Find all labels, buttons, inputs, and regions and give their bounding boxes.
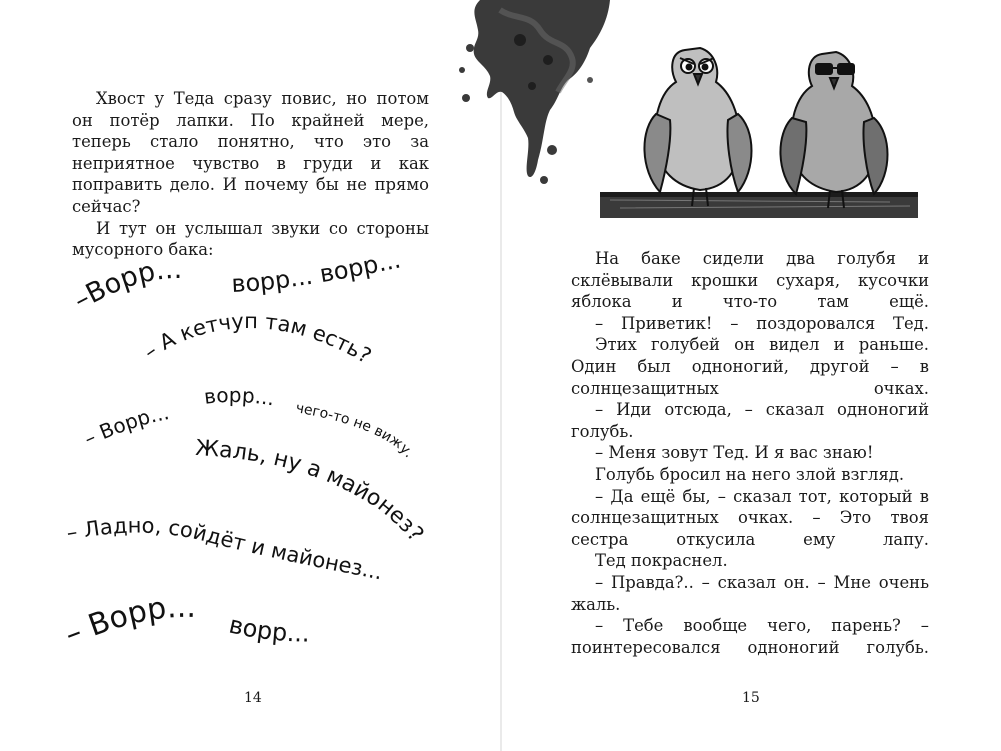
paragraph: – Меня зовут Тед. И я вас знаю! bbox=[595, 443, 874, 463]
speech-line: –Ворр... bbox=[68, 254, 183, 317]
page-number-left: 14 bbox=[244, 690, 262, 706]
page-number-right: 15 bbox=[742, 690, 760, 706]
paragraph: Этих голубей он видел и раньше. Один был одноногий, другой – в солнцезащитных очках. bbox=[571, 335, 929, 398]
paragraph: – Иди отсюда, – сказал одноногий голубь. bbox=[571, 400, 929, 441]
two-pigeons-on-bin-icon bbox=[590, 30, 930, 230]
speech-line: ворр... bbox=[226, 610, 310, 648]
speech-line: – Ладно, сойдёт и майонез... bbox=[64, 513, 385, 585]
paragraph: Хвост у Теда сразу повис, но потом он потёр лапки. По крайней мере, теперь стало понятно, что это за неприятное чувство в груди и как поправить дело. И почему бы не прямо сейчас? bbox=[72, 89, 429, 216]
speech-line: – Ворр... bbox=[80, 400, 172, 451]
speech-line: ворр... bbox=[202, 382, 277, 411]
paragraph: – Приветик! – поздоровался Тед. bbox=[595, 313, 929, 333]
right-page-text bbox=[571, 248, 929, 658]
paragraph: Голубь бросил на него злой взгляд. bbox=[595, 464, 905, 484]
paragraph: На баке сидели два голубя и склёвывали крошки сухаря, кусочки яблока и что-то там ещё. bbox=[571, 249, 929, 312]
speech-line: – Ворр... bbox=[60, 589, 197, 653]
paragraph: Тед покраснел. bbox=[595, 551, 728, 571]
speech-line: Жаль, ну а майонез? bbox=[194, 435, 429, 547]
speech-line: – А кетчуп там есть? bbox=[139, 309, 376, 369]
speech-lines-drawing bbox=[0, 0, 500, 751]
paragraph: – Тебе вообще чего, парень? – поинтересовался одноногий голубь. bbox=[571, 616, 929, 657]
paragraph: – Правда?.. – сказал он. – Мне очень жаль. bbox=[571, 572, 929, 614]
speech-line: ворр... ворр... bbox=[230, 245, 404, 299]
paragraph: – Да ещё бы, – сказал тот, который в солнцезащитных очках. – Это твоя сестра откусила ему лапу. bbox=[571, 486, 929, 549]
speech-line: чего-то не вижу. bbox=[294, 400, 417, 461]
paragraph: И тут он услышал звуки со стороны мусорного бака: bbox=[72, 218, 429, 260]
